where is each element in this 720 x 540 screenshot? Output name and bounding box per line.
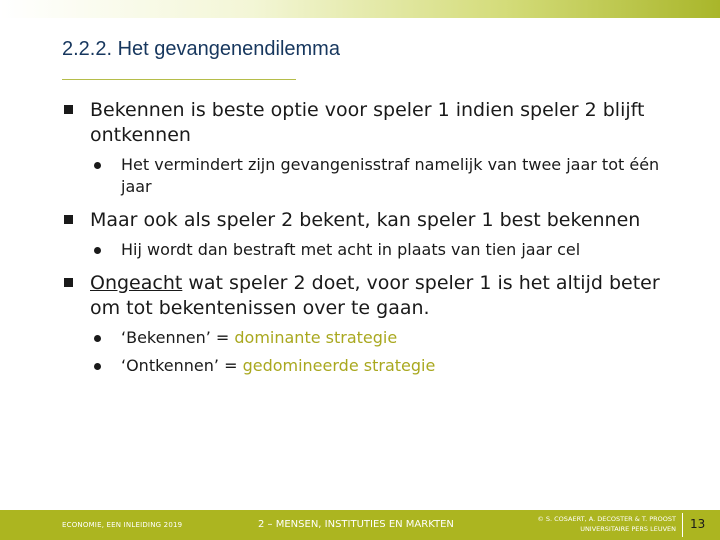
footer-bar bbox=[0, 510, 720, 540]
square-bullet-icon bbox=[64, 215, 73, 224]
sub-bullet-2-1-text: Hij wordt dan bestraft met acht in plaats van tien jaar cel bbox=[121, 240, 581, 259]
bullet-3-text: wat speler 2 doet, voor speler 1 is het altijd beter om tot bekentenissen over te gaan. bbox=[90, 272, 660, 319]
slide-title: 2.2.2. Het gevangenendilemma bbox=[62, 38, 340, 60]
footer-copyright-line1: © S. COSAERT, A. DECOSTER & T. PROOST bbox=[537, 515, 676, 523]
sub-bullet-1-1 bbox=[62, 154, 662, 198]
top-gradient-band bbox=[0, 0, 720, 18]
bullet-1-text: Bekennen is beste optie voor speler 1 indien speler 2 blijft ontkennen bbox=[90, 99, 645, 146]
sub-bullet-3-2-prefix: ‘Ontkennen’ = bbox=[121, 356, 243, 375]
sub-bullet-3-2 bbox=[62, 355, 662, 377]
square-bullet-icon bbox=[64, 278, 73, 287]
dot-bullet-icon bbox=[94, 363, 101, 370]
bullet-2-text: Maar ook als speler 2 bekent, kan speler 1 best bekennen bbox=[90, 209, 641, 231]
slide-content bbox=[62, 98, 662, 387]
bullet-3-underlined-word: Ongeacht bbox=[90, 272, 183, 294]
title-underline bbox=[62, 79, 296, 80]
dot-bullet-icon bbox=[94, 247, 101, 254]
sub-bullet-2-1 bbox=[62, 239, 662, 261]
dot-bullet-icon bbox=[94, 335, 101, 342]
sub-bullet-3-1-accent: dominante strategie bbox=[234, 328, 398, 347]
footer-separator bbox=[682, 513, 683, 537]
sub-bullet-3-2-accent: gedomineerde strategie bbox=[242, 356, 436, 375]
bullet-1 bbox=[62, 98, 662, 148]
sub-bullet-1-1-text: Het vermindert zijn gevangenisstraf namelijk van twee jaar tot één jaar bbox=[121, 155, 660, 196]
footer-copyright-line2: UNIVERSITAIRE PERS LEUVEN bbox=[580, 525, 676, 533]
footer-copyright bbox=[528, 514, 676, 534]
footer-chapter: 2 – MENSEN, INSTITUTIES EN MARKTEN bbox=[258, 519, 454, 530]
sub-bullet-3-1-prefix: ‘Bekennen’ = bbox=[121, 328, 235, 347]
bullet-3 bbox=[62, 271, 662, 321]
dot-bullet-icon bbox=[94, 162, 101, 169]
footer-course: ECONOMIE, EEN INLEIDING 2019 bbox=[62, 521, 183, 529]
sub-bullet-3-1 bbox=[62, 327, 662, 349]
page-number: 13 bbox=[690, 517, 706, 531]
bullet-2 bbox=[62, 208, 662, 233]
square-bullet-icon bbox=[64, 105, 73, 114]
